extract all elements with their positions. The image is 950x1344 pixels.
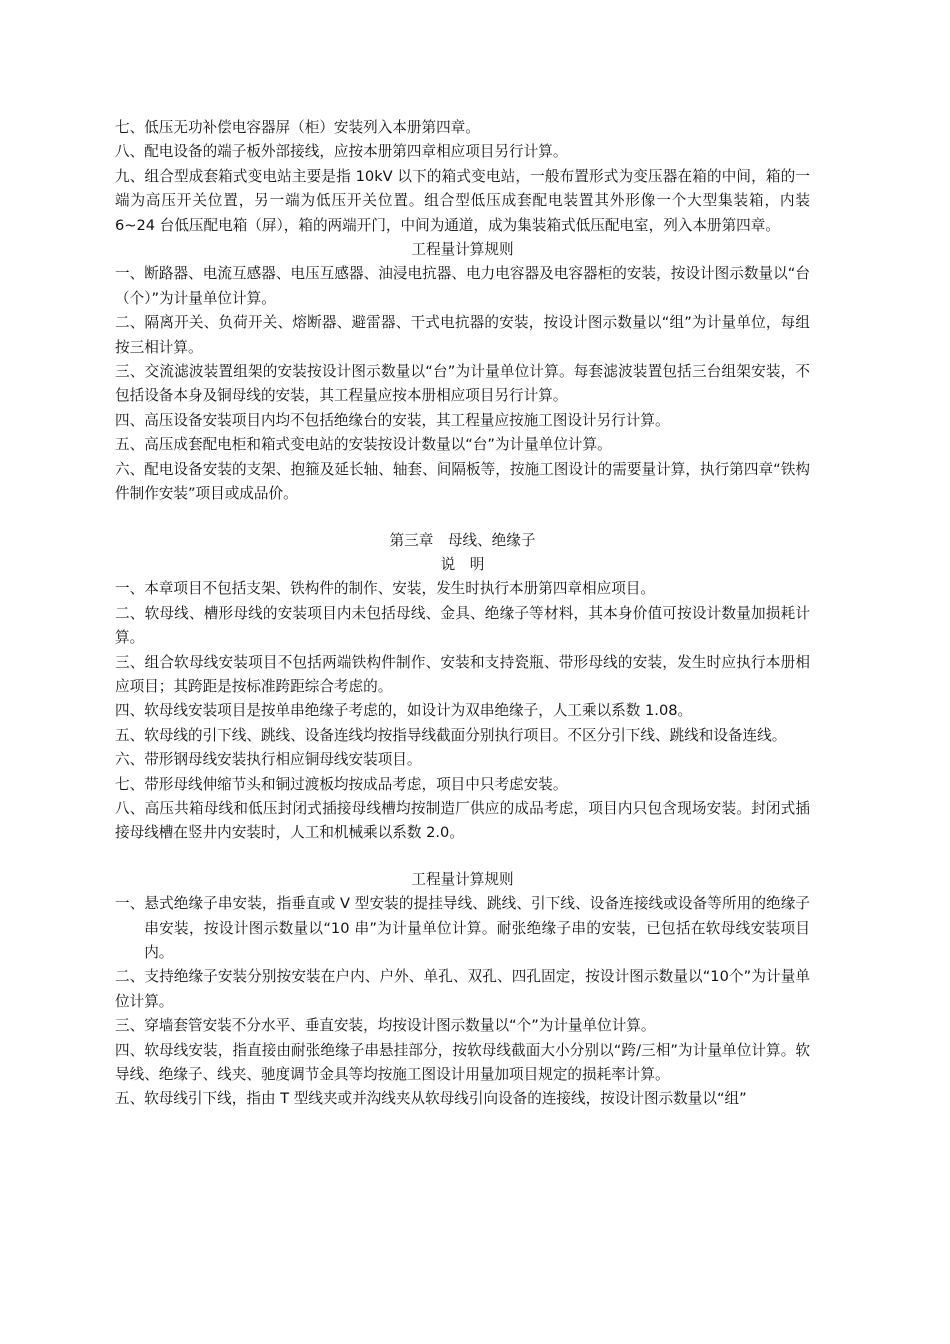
chapter-title: 第三章 母线、绝缘子	[389, 531, 536, 549]
paragraph: 五、软母线的引下线、跳线、设备连线均按指导线截面分别执行项目。不区分引下线、跳线和设备连线。	[115, 726, 787, 744]
paragraph: 四、高压设备安装项目内均不包括绝缘台的安装，其工程量应按施工图设计另行计算。	[115, 411, 670, 429]
paragraph: 一、断路器、电流互感器、电压互感器、油浸电抗器、电力电容器及电容器柜的安装，按设计图示数量以“台（个）”为计量单位计算。	[115, 265, 810, 307]
paragraph: 八、配电设备的端子板外部接线，应按本册第四章相应项目另行计算。	[115, 143, 568, 161]
paragraph: 八、高压共箱母线和低压封闭式插接母线槽均按制造厂供应的成品考虑，项目内只包含现场安装。封闭式插接母线槽在竖井内安装时，人工和机械乘以系数 2.0。	[115, 799, 810, 842]
paragraph: 四、软母线安装项目是按单串绝缘子考虑的，如设计为双串绝缘子，人工乘以系数 1.08。	[115, 702, 693, 720]
paragraph: 三、穿墙套管安装不分水平、垂直安装，均按设计图示数量以“个”为计量单位计算。	[115, 1017, 656, 1035]
spacer	[115, 846, 810, 868]
chapter-subtitle: 说 明	[440, 555, 485, 573]
paragraph: 一、本章项目不包括支架、铁构件的制作、安装，发生时执行本册第四章相应项目。	[115, 580, 655, 598]
section-heading: 工程量计算规则	[411, 870, 514, 888]
paragraph: 五、软母线引下线，指由 T 型线夹或并沟线夹从软母线引向设备的连接线，按设计图示数量以“组”	[115, 1090, 747, 1108]
paragraph: 七、带形母线伸缩节头和铜过渡板均按成品考虑，项目中只考虑安装。	[115, 775, 568, 793]
paragraph: 七、低压无功补偿电容器屏（柜）安装列入本册第四章。	[115, 119, 480, 136]
paragraph: 二、隔离开关、负荷开关、熔断器、避雷器、干式电抗器的安装，按设计图示数量以“组”为计量单位，每组按三相计算。	[115, 314, 810, 356]
spacer	[115, 507, 810, 529]
paragraph: 三、交流滤波装置组架的安装按设计图示数量以“台”为计量单位计算。每套滤波装置包括三台组架安装，不包括设备本身及铜母线的安装，其工程量应按本册相应项目另行计算。	[115, 363, 810, 405]
paragraph: 六、带形钢母线安装执行相应铜母线安装项目。	[115, 751, 422, 769]
paragraph: 三、组合软母线安装项目不包括两端铁构件制作、安装和支持瓷瓶、带形母线的安装，发生时应执行本册相应项目；其跨距是按标准跨距综合考虑的。	[115, 653, 810, 695]
paragraph: 四、软母线安装，指直接由耐张绝缘子串悬挂部分，按软母线截面大小分别以“跨/三相”为计量单位计算。软导线、绝缘子、线夹、驰度调节金具等均按施工图设计用量加项目规定的损耗率计算。	[115, 1041, 810, 1084]
section-heading: 工程量计算规则	[411, 241, 514, 259]
paragraph: 二、软母线、槽形母线的安装项目内未包括母线、金具、绝缘子等材料，其本身价值可按设计数量加损耗计算。	[115, 604, 810, 647]
paragraph: 六、配电设备安装的支架、抱箍及延长轴、轴套、间隔板等，按施工图设计的需要量计算，执行第四章“铁构件制作安装”项目或成品价。	[115, 460, 810, 503]
paragraph: 一、悬式绝缘子串安装，指垂直或 V 型安装的提挂导线、跳线、引下线、设备连接线或设备等所用的绝缘子串安装，按设计图示数量以“10 串”为计量单位计算。耐张绝缘子串的安装，已包括在软母线安装项目内。	[115, 895, 810, 961]
paragraph: 九、组合型成套箱式变电站主要是指 10kV 以下的箱式变电站，一般布置形式为变压器在箱的中间，箱的一端为高压开关位置，另一端为低压开关位置。组合型低压成套配电装置其外形像一个大型集装箱，内装 6~24 台低压配电箱（屏），箱的两端开门，中间为通道，成为集装箱式低压配电室，列入本册第四章。	[115, 167, 810, 234]
paragraph: 五、高压成套配电柜和箱式变电站的安装按设计数量以“台”为计量单位计算。	[115, 436, 612, 454]
document-page	[115, 116, 810, 1112]
paragraph: 二、支持绝缘子安装分别按安装在户内、户外、单孔、双孔、四孔固定，按设计图示数量以“10个”为计量单位计算。	[115, 968, 810, 1010]
